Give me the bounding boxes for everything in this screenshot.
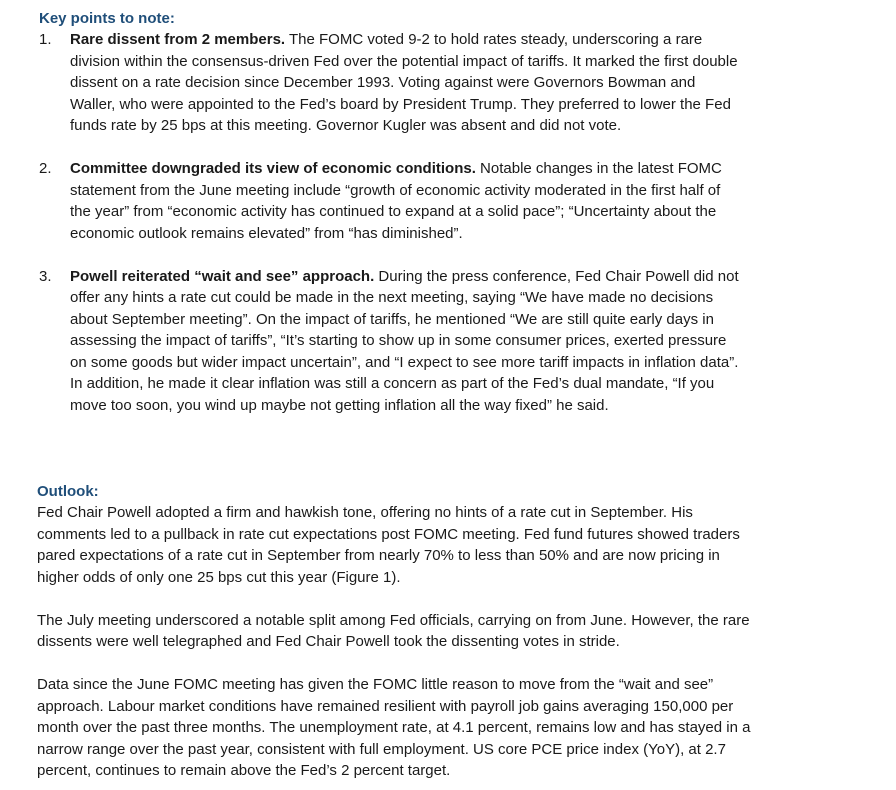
list-item-number: 2. xyxy=(39,160,52,177)
list-item-text: During the press conference, Fed Chair Powell did not offer any hints a rate cut could be made in the next meeting, saying “We have made no decisions about September meeting”. On the impact of tariffs, he mentioned “We are still quite early days in assessing the impact of tariffs”, “It’s starting to show up in some consumer prices, exerted pressure on some goods but wider impact uncertain”, and “I expect to see more tariff impacts in inflation data”. In addition, he made it clear inflation was still a concern as part of the Fed’s dual mandate, “If you move too soon, you wind up maybe not getting inflation all the way fixed” he said. xyxy=(70,267,739,414)
list-item-number: 1. xyxy=(39,31,52,48)
list-item xyxy=(39,29,779,137)
outlook-heading: Outlook: xyxy=(37,483,99,500)
outlook-section xyxy=(37,502,757,782)
list-item-lead: Rare dissent from 2 members. xyxy=(70,31,286,48)
key-points-list xyxy=(39,29,779,416)
outlook-paragraph: The July meeting underscored a notable split among Fed officials, carrying on from June. However, the rare dissents were well telegraphed and Fed Chair Powell took the dissenting votes in stride. xyxy=(37,611,750,650)
key-points-heading: Key points to note: xyxy=(39,10,175,27)
list-item-lead: Committee downgraded its view of economic conditions. xyxy=(70,160,476,177)
list-item-text: Notable changes in the latest FOMC statement from the June meeting include “growth of economic activity moderated in the first half of the year” from “economic activity has continued to expand at a solid pace”; “Uncertainty about the economic outlook remains elevated” from “has diminished”. xyxy=(70,160,722,242)
list-item-body xyxy=(70,29,740,137)
list-item-text: The FOMC voted 9-2 to hold rates steady, underscoring a rare division within the consensus-driven Fed over the potential impact of tariffs. It marked the first double dissent on a rate decision since December 1993. Voting against were Governors Bowman and Waller, who were appointed to the Fed’s board by President Trump. They preferred to lower the Fed funds rate by 25 bps at this meeting. Governor Kugler was absent and did not vote. xyxy=(70,31,738,134)
outlook-paragraph: Data since the June FOMC meeting has given the FOMC little reason to move from the “wait and see” approach. Labour market conditions have remained resilient with payroll job gains averaging 150,000 per month over the past three months. The unemployment rate, at 4.1 percent, remains low and has stayed in a narrow range over the past year, consistent with full employment. US core PCE price index (YoY), at 2.7 percent, continues to remain above the Fed’s 2 percent target. xyxy=(37,676,751,779)
outlook-paragraph: Fed Chair Powell adopted a firm and hawkish tone, offering no hints of a rate cut in September. His comments led to a pullback in rate cut expectations post FOMC meeting. Fed fund futures showed traders pared expectations of a rate cut in September from nearly 70% to less than 50% and are now pricing in higher odds of only one 25 bps cut this year (Figure 1). xyxy=(37,504,740,586)
list-item-body xyxy=(70,158,740,244)
list-item xyxy=(39,158,779,244)
list-item xyxy=(39,266,779,417)
list-item-body xyxy=(70,266,740,417)
list-item-lead: Powell reiterated “wait and see” approach. xyxy=(70,267,375,285)
list-item-number: 3. xyxy=(39,267,52,285)
